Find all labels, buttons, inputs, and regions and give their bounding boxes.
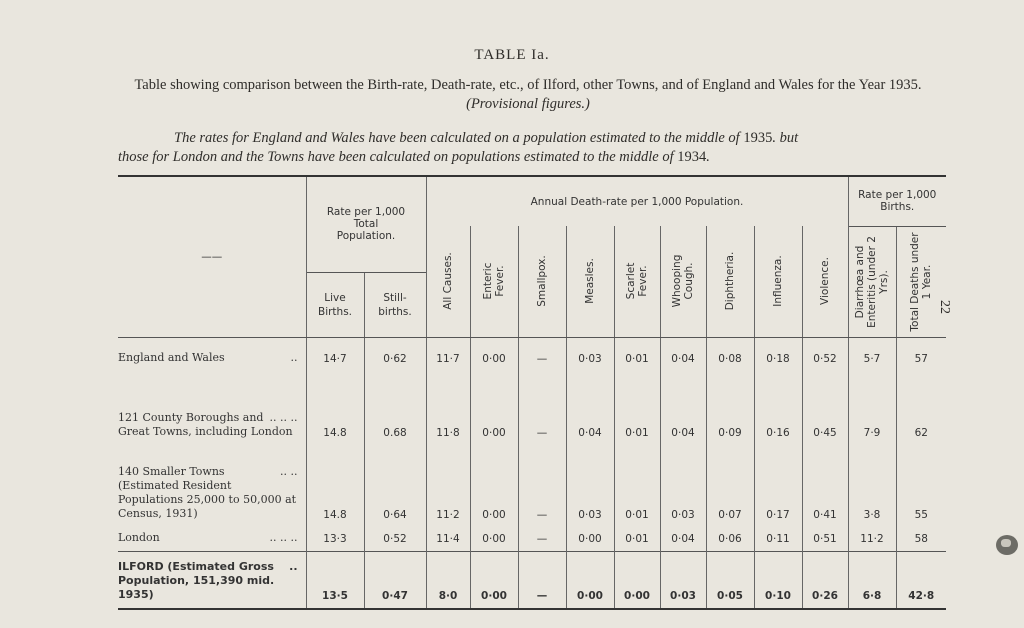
table-cell: 6·8 [848, 551, 896, 609]
note-year-1: 1935 [743, 130, 773, 146]
table-cell: 5·7 [848, 337, 896, 371]
table-cell: 0·64 [364, 445, 426, 527]
table-cell: 0·03 [566, 337, 614, 371]
table-cell: 0·01 [614, 445, 660, 527]
table-cell: 0·52 [364, 527, 426, 551]
header-diphtheria-text: Diphtheria. [724, 251, 736, 311]
page-title: TABLE Ia. [474, 47, 550, 63]
table-cell: 0·00 [614, 551, 660, 609]
table-row [118, 527, 946, 551]
header-influenza-text: Influenza. [772, 255, 784, 307]
table-cell: 0·52 [802, 337, 848, 371]
table-row [118, 445, 946, 527]
header-still-births: Still-births. [364, 272, 426, 337]
death-rate-header: Annual Death-rate per 1,000 Population. [426, 176, 848, 226]
header-violence-text: Violence. [819, 257, 831, 306]
table-cell: 0·18 [754, 337, 802, 371]
table-row [118, 371, 946, 445]
table-cell: 11·4 [426, 527, 470, 551]
table-cell: 0·08 [706, 337, 754, 371]
table-cell: 0·26 [802, 551, 848, 609]
row-label-text: London [118, 530, 160, 544]
table-cell: 0·06 [706, 527, 754, 551]
table-cell: 7·9 [848, 371, 896, 445]
table-cell: 13·5 [306, 551, 364, 609]
table-cell: 8·0 [426, 551, 470, 609]
note-text-1: The rates for England and Wales have been calculated on a population estimated to the middle of [174, 130, 740, 146]
row-label [118, 445, 306, 527]
table-cell: 11·7 [426, 337, 470, 371]
table-cell: 62 [896, 371, 946, 445]
header-influenza [754, 226, 802, 337]
table-cell: 0·47 [364, 551, 426, 609]
table-cell: 0.68 [364, 371, 426, 445]
header-violence [802, 226, 848, 337]
table-cell: 14.8 [306, 445, 364, 527]
rate-population-header: Rate per 1,000 Total Population. [306, 176, 426, 272]
row-label-text: 121 County Boroughs and Great Towns, including London [118, 411, 293, 438]
table-cell: — [518, 551, 566, 609]
table-cell: 55 [896, 445, 946, 527]
header-smallpox-text: Smallpox. [536, 255, 548, 307]
table-cell: 0·00 [566, 527, 614, 551]
table-cell: 3·8 [848, 445, 896, 527]
thumb-icon [996, 535, 1018, 555]
table-cell: 58 [896, 527, 946, 551]
table-cell: 11·2 [426, 445, 470, 527]
birth-rate-header: Rate per 1,000 Births. [848, 176, 946, 226]
note-text-1-end: but [779, 130, 799, 146]
table-cell: 0·04 [566, 371, 614, 445]
table-cell: 42·8 [896, 551, 946, 609]
table-cell: 0·05 [706, 551, 754, 609]
table-cell: 0·01 [614, 527, 660, 551]
table-cell: 0·41 [802, 445, 848, 527]
leader-dots: .. [290, 351, 298, 364]
header-scarlet-text: Scarlet Fever. [625, 262, 649, 300]
note-line-2: those for London and the Towns have been calculated on populations estimated to the middle of 1934. [118, 149, 710, 165]
header-total-deaths-text: Total Deaths under 1 Year. [909, 231, 934, 332]
table-cell: 0·00 [470, 337, 518, 371]
blank-header [118, 176, 306, 337]
row-label-text: 140 Smaller Towns (Estimated Resident Populations 25,000 to 50,000 at Census, 1931) [118, 465, 297, 520]
table-cell: 57 [896, 337, 946, 371]
leader-dots: .. .. .. [269, 411, 298, 424]
table-cell: 0·00 [470, 551, 518, 609]
row-label-text: ILFORD (Estimated Gross Population, 151,390 mid. 1935) [118, 560, 275, 601]
row-label [118, 527, 306, 551]
header-whooping [660, 226, 706, 337]
table-cell: 0·00 [470, 371, 518, 445]
table-cell: 13·3 [306, 527, 364, 551]
rates-note [118, 129, 938, 167]
table-cell: 0·16 [754, 371, 802, 445]
table-cell: 11·2 [848, 527, 896, 551]
table-row [118, 337, 946, 371]
table-cell: 0·01 [614, 371, 660, 445]
subtitle-text: Table showing comparison between the Birth-rate, Death-rate, etc., of Ilford, other Towns, and of England and Wales for the Year 1935. [134, 77, 922, 93]
table-cell: — [518, 371, 566, 445]
table-cell: 0·11 [754, 527, 802, 551]
leader-dots: .. .. [280, 465, 298, 478]
header-all-causes-text: All Causes. [442, 252, 454, 311]
table-cell: 0·45 [802, 371, 848, 445]
table-subtitle [118, 76, 938, 114]
row-label-text: England and Wales [118, 351, 225, 364]
header-whooping-text: Whooping Cough. [671, 254, 695, 308]
header-diphtheria [706, 226, 754, 337]
table-cell: 0·09 [706, 371, 754, 445]
header-diarrhoea [848, 226, 896, 337]
table-cell: 14·7 [306, 337, 364, 371]
table-cell: 0·04 [660, 527, 706, 551]
note-year-2: 1934 [677, 149, 707, 165]
table-cell: 0·51 [802, 527, 848, 551]
table-cell: 0·04 [660, 371, 706, 445]
leader-dots: .. [289, 560, 298, 573]
header-smallpox [518, 226, 566, 337]
table-cell: 14.8 [306, 371, 364, 445]
header-enteric-text: Enteric Fever. [482, 262, 506, 300]
table-cell: 0·01 [614, 337, 660, 371]
leader-dots: .. .. .. [269, 530, 298, 544]
table-cell: 0·04 [660, 337, 706, 371]
table-cell: 0·00 [566, 551, 614, 609]
table-cell: 0·00 [470, 445, 518, 527]
row-label [118, 371, 306, 445]
table-cell: — [518, 337, 566, 371]
header-live-births: Live Births. [306, 272, 364, 337]
table-row [118, 551, 946, 609]
table-cell: 0·62 [364, 337, 426, 371]
note-text-2: those for London and the Towns have been calculated on populations estimated to the middle of [118, 149, 674, 165]
header-enteric [470, 226, 518, 337]
table-cell: 0·03 [660, 551, 706, 609]
table-body [118, 337, 946, 609]
row-label [118, 337, 306, 371]
header-total-deaths [896, 226, 946, 337]
row-label [118, 551, 306, 609]
page-number: 22 [937, 300, 952, 314]
table-cell: 0·03 [566, 445, 614, 527]
table-cell: 11·8 [426, 371, 470, 445]
table-cell: 0·03 [660, 445, 706, 527]
header-diarrhoea-text: Diarrhœa and Enteritis (under 2 Yrs). [854, 235, 890, 328]
table-cell: 0·00 [470, 527, 518, 551]
table-cell: — [518, 527, 566, 551]
table-cell: — [518, 445, 566, 527]
table-cell: 0·10 [754, 551, 802, 609]
subtitle-provisional: (Provisional figures.) [466, 96, 590, 112]
table-cell: 0·17 [754, 445, 802, 527]
note-line-1: The rates for England and Wales have been calculated on a population estimated to the middle of 1935. but [174, 130, 799, 146]
header-scarlet [614, 226, 660, 337]
header-measles-text: Measles. [584, 258, 596, 305]
comparison-table [118, 175, 946, 610]
header-all-causes [426, 226, 470, 337]
table-cell: 0·07 [706, 445, 754, 527]
header-measles [566, 226, 614, 337]
blank-mark: —— [201, 250, 223, 263]
